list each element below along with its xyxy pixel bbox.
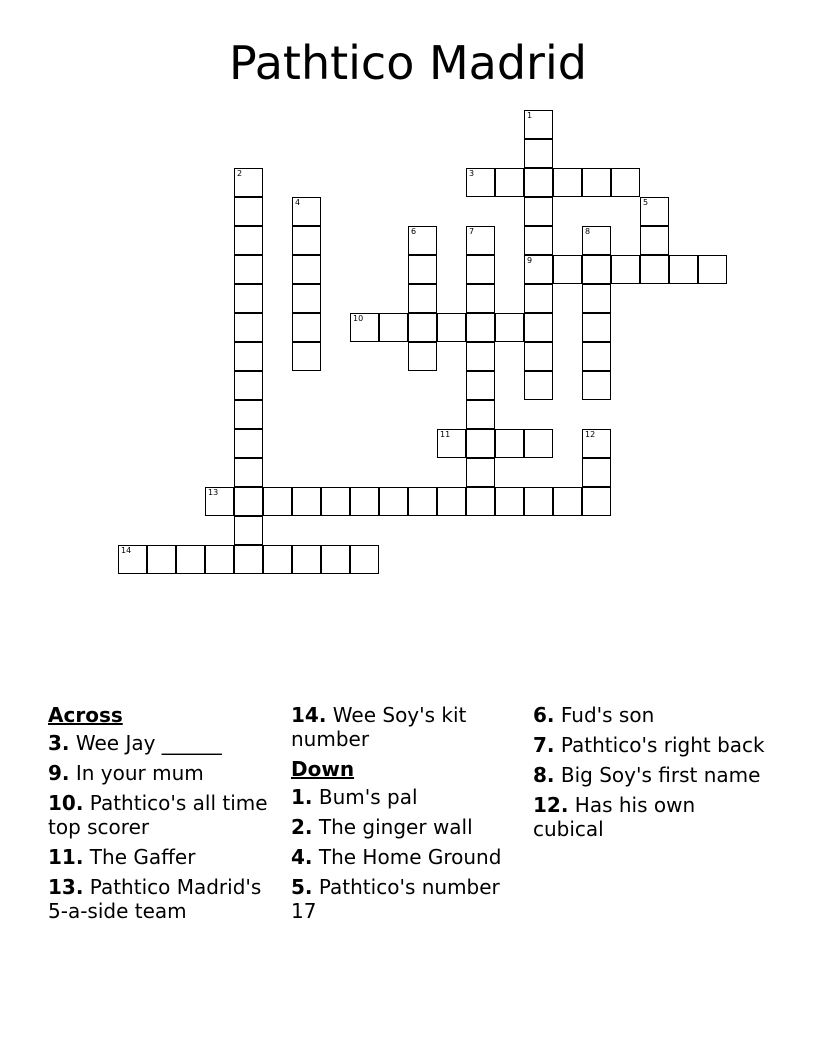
grid-cell[interactable] <box>379 313 408 342</box>
clue-down-5: 5. Pathtico's number 17 <box>291 875 500 923</box>
cell-number: 11 <box>440 430 451 439</box>
grid-cell[interactable] <box>205 487 234 516</box>
grid-cell[interactable] <box>147 545 176 574</box>
grid-cell[interactable] <box>640 226 669 255</box>
grid-cell[interactable] <box>234 458 263 487</box>
grid-cell[interactable] <box>234 400 263 429</box>
grid-cell[interactable] <box>524 110 553 139</box>
page-title: Pathtico Madrid <box>229 36 587 90</box>
cell-number: 5 <box>643 198 649 207</box>
grid-cell[interactable] <box>234 429 263 458</box>
grid-cell[interactable] <box>263 545 292 574</box>
grid-cell[interactable] <box>466 487 495 516</box>
clue-down-4: 4. The Home Ground <box>291 845 502 869</box>
grid-cell[interactable] <box>582 342 611 371</box>
grid-cell[interactable] <box>582 487 611 516</box>
grid-cell[interactable] <box>611 255 640 284</box>
grid-cell[interactable] <box>524 255 553 284</box>
clue-down-8: 8. Big Soy's first name <box>533 763 761 787</box>
grid-cell[interactable] <box>582 255 611 284</box>
grid-cell[interactable] <box>234 545 263 574</box>
clue-across-11: 11. The Gaffer <box>48 845 196 869</box>
grid-cell[interactable] <box>408 487 437 516</box>
grid-cell[interactable] <box>292 255 321 284</box>
grid-cell[interactable] <box>611 168 640 197</box>
cell-number: 1 <box>527 111 533 120</box>
grid-cell[interactable] <box>234 197 263 226</box>
grid-cell[interactable] <box>553 255 582 284</box>
cell-number: 7 <box>469 227 475 236</box>
grid-cell[interactable] <box>524 139 553 168</box>
grid-cell[interactable] <box>582 313 611 342</box>
clue-down-7: 7. Pathtico's right back <box>533 733 765 757</box>
grid-cell[interactable] <box>118 545 147 574</box>
grid-cell[interactable] <box>553 168 582 197</box>
grid-cell[interactable] <box>495 487 524 516</box>
grid-cell[interactable] <box>234 516 263 545</box>
cell-number: 12 <box>585 430 596 439</box>
clue-across-13: 13. Pathtico Madrid's 5-a-side team <box>48 875 262 923</box>
grid-cell[interactable] <box>466 458 495 487</box>
grid-cell[interactable] <box>466 429 495 458</box>
cell-number: 6 <box>411 227 417 236</box>
clues-column-1 <box>48 703 280 929</box>
grid-cell[interactable] <box>234 342 263 371</box>
grid-cell[interactable] <box>408 342 437 371</box>
grid-cell[interactable] <box>408 284 437 313</box>
grid-cell[interactable] <box>408 313 437 342</box>
grid-cell[interactable] <box>321 545 350 574</box>
grid-cell[interactable] <box>495 168 524 197</box>
grid-cell[interactable] <box>466 400 495 429</box>
grid-cell[interactable] <box>524 342 553 371</box>
clue-down-1: 1. Bum's pal <box>291 785 418 809</box>
grid-cell[interactable] <box>350 545 379 574</box>
grid-cell[interactable] <box>495 429 524 458</box>
grid-cell[interactable] <box>466 342 495 371</box>
grid-cell[interactable] <box>524 371 553 400</box>
grid-cell[interactable] <box>234 371 263 400</box>
cell-number: 3 <box>469 169 475 178</box>
grid-cell[interactable] <box>205 545 234 574</box>
grid-cell[interactable] <box>292 197 321 226</box>
grid-cell[interactable] <box>292 342 321 371</box>
clue-across-14: 14. Wee Soy's kit number <box>291 703 467 751</box>
cell-number: 8 <box>585 227 591 236</box>
grid-cell[interactable] <box>263 487 292 516</box>
grid-cell[interactable] <box>437 313 466 342</box>
clue-across-9: 9. In your mum <box>48 761 204 785</box>
grid-cell[interactable] <box>234 226 263 255</box>
cell-number: 9 <box>527 256 533 265</box>
grid-cell[interactable] <box>495 313 524 342</box>
grid-cell[interactable] <box>582 226 611 255</box>
grid-cell[interactable] <box>292 313 321 342</box>
grid-cell[interactable] <box>582 371 611 400</box>
clues-column-2 <box>291 703 523 929</box>
grid-cell[interactable] <box>466 371 495 400</box>
grid-cell[interactable] <box>640 255 669 284</box>
clue-across-3: 3. Wee Jay ______ <box>48 731 222 755</box>
grid-cell[interactable] <box>350 487 379 516</box>
grid-cell[interactable] <box>524 487 553 516</box>
grid-cell[interactable] <box>524 284 553 313</box>
grid-cell[interactable] <box>524 197 553 226</box>
grid-cell[interactable] <box>176 545 205 574</box>
grid-cell[interactable] <box>582 458 611 487</box>
down-heading: Down <box>291 757 355 781</box>
grid-cell[interactable] <box>669 255 698 284</box>
grid-cell[interactable] <box>466 168 495 197</box>
clue-across-10: 10. Pathtico's all time top scorer <box>48 791 268 839</box>
grid-cell[interactable] <box>466 226 495 255</box>
grid-cell[interactable] <box>582 429 611 458</box>
grid-cell[interactable] <box>234 168 263 197</box>
grid-cell[interactable] <box>234 487 263 516</box>
cell-number: 4 <box>295 198 301 207</box>
grid-cell[interactable] <box>524 429 553 458</box>
grid-cell[interactable] <box>408 226 437 255</box>
cell-number: 10 <box>353 314 364 323</box>
grid-cell[interactable] <box>234 255 263 284</box>
clue-down-12: 12. Has his own cubical <box>533 793 696 841</box>
clues-column-3 <box>533 703 765 847</box>
grid-cell[interactable] <box>437 487 466 516</box>
grid-cell[interactable] <box>379 487 408 516</box>
grid-cell[interactable] <box>234 313 263 342</box>
grid-cell[interactable] <box>292 545 321 574</box>
cell-number: 13 <box>208 488 219 497</box>
grid-cell[interactable] <box>466 284 495 313</box>
grid-cell[interactable] <box>466 313 495 342</box>
grid-cell[interactable] <box>466 255 495 284</box>
grid-cell[interactable] <box>582 284 611 313</box>
grid-cell[interactable] <box>350 313 379 342</box>
grid-cell[interactable] <box>553 487 582 516</box>
cell-number: 14 <box>121 546 132 555</box>
grid-cell[interactable] <box>292 487 321 516</box>
grid-cell[interactable] <box>408 255 437 284</box>
clue-down-2: 2. The ginger wall <box>291 815 473 839</box>
grid-cell[interactable] <box>524 226 553 255</box>
grid-cell[interactable] <box>524 313 553 342</box>
grid-cell[interactable] <box>292 226 321 255</box>
grid-cell[interactable] <box>524 168 553 197</box>
grid-cell[interactable] <box>437 429 466 458</box>
grid-cell[interactable] <box>234 284 263 313</box>
grid-cell[interactable] <box>582 168 611 197</box>
grid-cell[interactable] <box>640 197 669 226</box>
grid-cell[interactable] <box>292 284 321 313</box>
cell-number: 2 <box>237 169 243 178</box>
clue-down-6: 6. Fud's son <box>533 703 655 727</box>
grid-cell[interactable] <box>321 487 350 516</box>
across-heading: Across <box>48 703 123 727</box>
grid-cell[interactable] <box>698 255 727 284</box>
